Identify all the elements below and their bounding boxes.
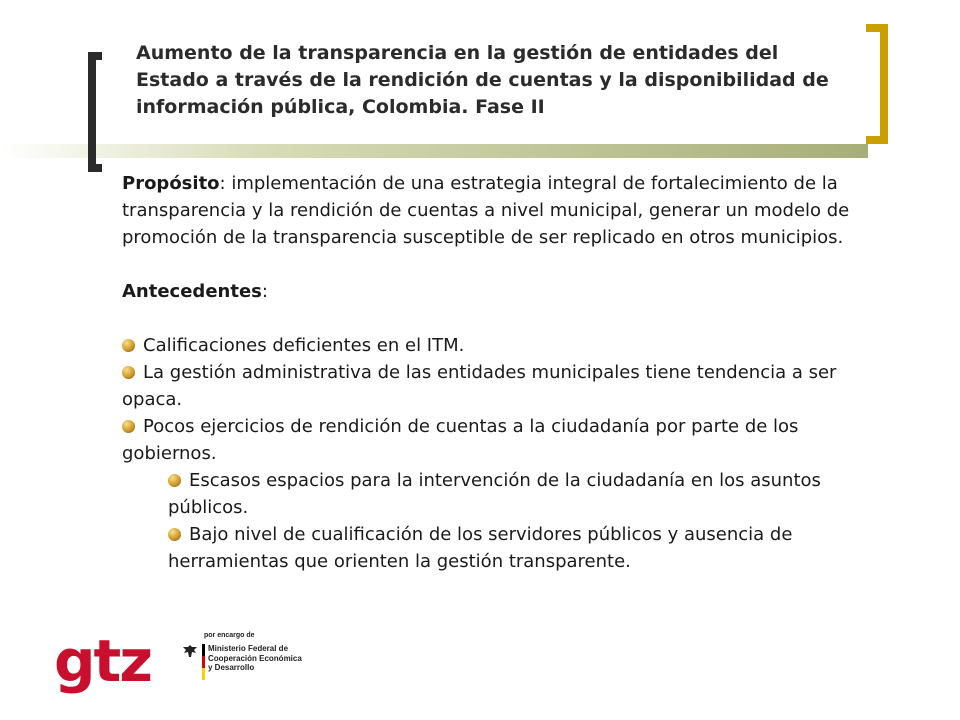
german-flag-icon	[202, 644, 205, 680]
bullet-icon	[122, 366, 135, 379]
proposito-text: : implementación de una estrategia integral de fortalecimiento de la transparencia y la rendición de cuentas a nivel municipal, generar un modelo de promoción de la transparencia susceptible de ser replicado en otros municipios.	[122, 173, 850, 248]
list-item: Calificaciones deficientes en el ITM.	[122, 332, 852, 359]
ministry-name: Ministerio Federal de Cooperación Económica y Desarrollo	[208, 644, 302, 672]
left-bracket-decoration	[88, 52, 102, 172]
bullet-icon	[122, 420, 135, 433]
header-divider-bar	[0, 144, 868, 158]
proposito-label: Propósito	[122, 173, 220, 194]
slide-title: Aumento de la transparencia en la gestión de entidades del Estado a través de la rendición de cuentas y la disponibilidad de información pública, Colombia. Fase II	[136, 42, 829, 118]
antecedentes-heading: Antecedentes:	[122, 281, 268, 302]
list-item: Bajo nivel de cualificación de los servidores públicos y ausencia de herramientas que orienten la gestión transparente.	[168, 524, 793, 572]
right-bracket-decoration	[866, 24, 888, 144]
proposito-paragraph	[122, 170, 852, 251]
bullet-icon	[168, 528, 181, 541]
por-encargo-label: por encargo de	[204, 632, 255, 639]
list-item: Pocos ejercicios de rendición de cuentas a la ciudadanía por parte de los gobiernos.	[122, 416, 799, 464]
federal-eagle-icon	[182, 644, 198, 658]
footer-logo-block	[54, 627, 354, 700]
antecedentes-label: Antecedentes	[122, 281, 262, 302]
slide-content	[122, 170, 852, 575]
list-item: Escasos espacios para la intervención de la ciudadanía en los asuntos públicos.	[168, 470, 821, 518]
gtz-logo: gtz	[54, 627, 152, 695]
list-item: La gestión administrativa de las entidades municipales tiene tendencia a ser opaca.	[122, 362, 837, 410]
bullet-icon	[122, 339, 135, 352]
bullet-icon	[168, 474, 181, 487]
